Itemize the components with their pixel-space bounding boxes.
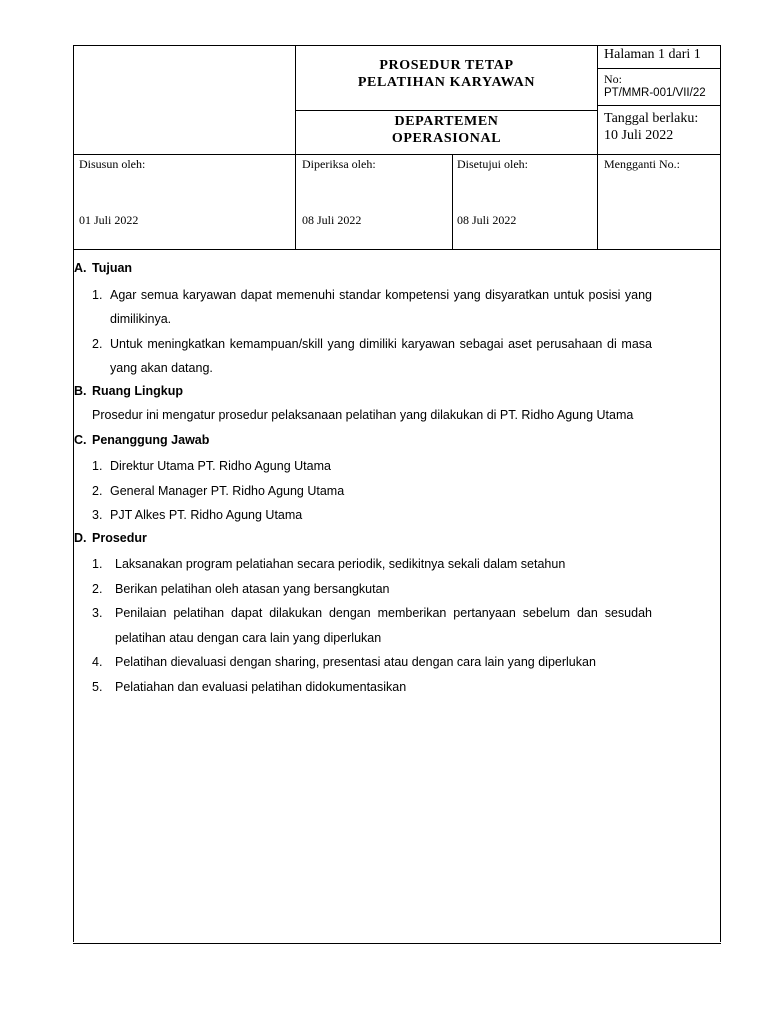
section-paragraph: Prosedur ini mengatur prosedur pelaksanaan pelatihan yang dilakukan di PT. Ridho Agung Utama [92, 408, 634, 422]
replaces-label: Mengganti No.: [604, 157, 680, 171]
section-letter: D. [74, 530, 87, 545]
prepared-label: Disusun oleh: [79, 157, 146, 171]
item-number: 2. [92, 336, 103, 351]
section-letter: C. [74, 432, 87, 447]
body-frame-bottom [73, 943, 721, 944]
header-divider [597, 45, 598, 250]
item-number: 1. [92, 557, 103, 571]
item-number: 1. [92, 287, 103, 302]
item-text: Untuk meningkatkan kemampuan/skill yang dimiliki karyawan sebagai aset perusahaan di masa yang akan datang. [110, 336, 652, 375]
list-item [74, 675, 652, 700]
header-divider [597, 68, 721, 69]
header-divider [452, 154, 453, 250]
page-info: Halaman 1 dari 1 [604, 47, 701, 62]
item-number: 2. [92, 581, 103, 596]
section-title: Ruang Lingkup [92, 383, 183, 398]
item-number: 2. [92, 483, 103, 498]
header-divider [73, 154, 721, 155]
item-number: 4. [92, 655, 103, 669]
list-item [74, 552, 652, 577]
approved-date: 08 Juli 2022 [457, 213, 517, 227]
item-number: 3. [92, 508, 103, 522]
section-title: Penanggung Jawab [92, 432, 210, 447]
list-item [74, 601, 652, 650]
list-item [74, 479, 652, 504]
section-title: Prosedur [92, 530, 147, 545]
doc-title: PROSEDUR TETAP PELATIHAN KARYAWAN [357, 58, 536, 90]
item-number: 1. [92, 459, 103, 473]
item-text: Penilaian pelatihan dapat dilakukan dengan memberikan pertanyaan sebelum dan sesudah pelatihan atau dengan cara lain yang diperlukan [115, 606, 652, 645]
body-frame-right [720, 250, 721, 942]
list-item [74, 577, 652, 602]
section-heading [74, 430, 652, 455]
effective-label: Tanggal berlaku: [604, 111, 699, 126]
header-divider [295, 110, 597, 111]
item-text: Direktur Utama PT. Ridho Agung Utama [110, 459, 331, 473]
list-item [74, 332, 652, 381]
header-divider [597, 105, 721, 106]
section-title: Tujuan [92, 261, 133, 275]
item-text: Laksanakan program pelatiahan secara periodik, sedikitnya sekali dalam setahun [115, 557, 566, 571]
section-heading [74, 381, 652, 406]
checked-date: 08 Juli 2022 [302, 213, 362, 227]
list-item [74, 650, 652, 675]
item-text: PJT Alkes PT. Ridho Agung Utama [110, 508, 303, 522]
section-letter: B. [74, 383, 87, 398]
list-item [74, 283, 652, 332]
section-heading [74, 258, 652, 283]
approved-label: Disetujui oleh: [457, 157, 528, 171]
item-text: Pelatihan dievaluasi dengan sharing, presentasi atau dengan cara lain yang diperlukan [115, 655, 596, 669]
section-letter: A. [74, 261, 87, 275]
department-title: DEPARTEMEN OPERASIONAL [391, 114, 502, 146]
list-item [74, 503, 652, 528]
item-text: Pelatiahan dan evaluasi pelatihan didokumentasikan [115, 679, 407, 694]
item-text: Agar semua karyawan dapat memenuhi standar kompetensi yang disyaratkan untuk posisi yang dimilikinya. [110, 287, 652, 326]
section-heading [74, 528, 652, 553]
checked-label: Diperiksa oleh: [302, 157, 376, 171]
item-number: 5. [92, 679, 103, 694]
item-text: Berikan pelatihan oleh atasan yang bersangkutan [115, 581, 390, 596]
effective-date: 10 Juli 2022 [604, 128, 674, 143]
procedure-body [74, 258, 652, 699]
doc-number-label: No: [604, 72, 622, 86]
item-text: General Manager PT. Ridho Agung Utama [110, 483, 345, 498]
prepared-date: 01 Juli 2022 [79, 213, 139, 227]
item-number: 3. [92, 606, 103, 620]
list-item [74, 454, 652, 479]
doc-number: PT/MMR-001/VII/22 [604, 87, 706, 99]
